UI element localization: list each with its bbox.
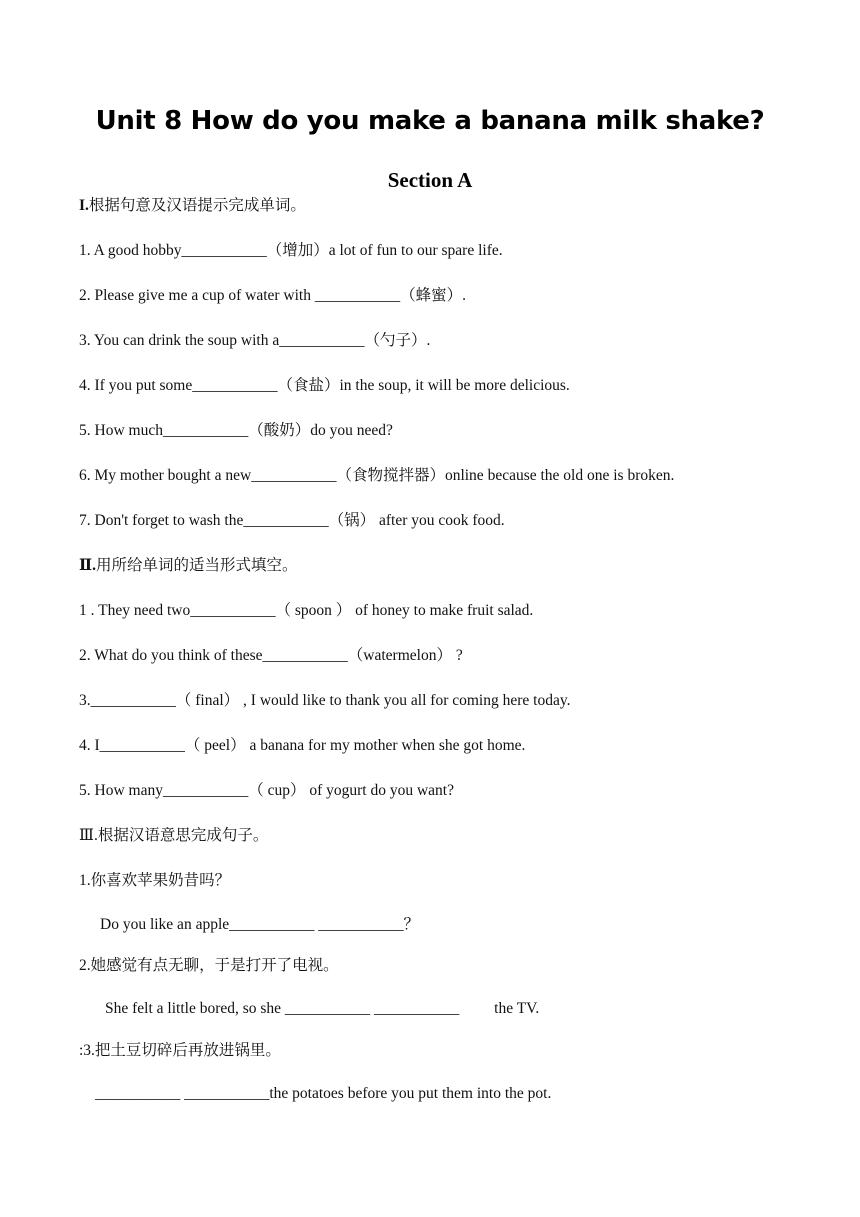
part2-item-4: 4. I___________（ peel） a banana for my mother when she got home. xyxy=(79,737,526,754)
part2-heading-text: 用所给单词的适当形式填空。 xyxy=(95,557,298,574)
part1-item-1: 1. A good hobby___________（增加）a lot of fun to our spare life. xyxy=(79,242,503,259)
part1-numeral: I. xyxy=(79,197,89,214)
part3-question-1: 1.你喜欢苹果奶昔吗？ xyxy=(79,872,231,889)
part3-heading-text: 根据汉语意思完成句子。 xyxy=(97,827,269,844)
part1-item-7: 7. Don't forget to wash the___________（锅） after you cook food. xyxy=(79,512,505,529)
part2-item-5: 5. How many___________（ cup） of yogurt do you want? xyxy=(79,782,454,799)
part2-numeral: Ⅱ. xyxy=(79,557,96,574)
part3-numeral: Ⅲ. xyxy=(79,827,98,844)
part1-item-4: 4. If you put some___________（食盐）in the soup, it will be more delicious. xyxy=(79,377,570,394)
part3-answer-2: She felt a little bored, so she ___________ ___________ the TV. xyxy=(105,1000,540,1017)
document-title: Unit 8 How do you make a banana milk shake? xyxy=(95,106,765,136)
part1-item-3: 3. You can drink the soup with a___________（勺子）. xyxy=(79,332,431,349)
part3-answer-3: ___________ ___________the potatoes before you put them into the pot. xyxy=(95,1085,552,1102)
part3-heading xyxy=(79,826,268,846)
part1-item-2: 2. Please give me a cup of water with ___________（蜂蜜）. xyxy=(79,287,466,304)
section-title: Section A xyxy=(387,168,473,192)
part1-heading-text: 根据句意及汉语提示完成单词。 xyxy=(88,197,306,214)
part2-item-3: 3.___________（ final） , I would like to thank you all for coming here today. xyxy=(79,692,571,709)
part1-item-6: 6. My mother bought a new___________（食物搅拌器）online because the old one is broken. xyxy=(79,467,675,484)
part3-answer-1: Do you like an apple___________ ___________？ xyxy=(100,916,420,933)
part2-item-1: 1 . They need two___________（ spoon ） of honey to make fruit salad. xyxy=(79,602,534,619)
part1-item-5: 5. How much___________（酸奶）do you need? xyxy=(79,422,393,439)
part3-question-3: :3.把土豆切碎后再放进锅里。 xyxy=(79,1042,281,1059)
part1-heading xyxy=(79,196,306,216)
part2-item-2: 2. What do you think of these___________（watermelon） ? xyxy=(79,647,463,664)
part3-question-2: 2.她感觉有点无聊，于是打开了电视。 xyxy=(79,957,339,974)
part2-heading xyxy=(79,556,297,576)
